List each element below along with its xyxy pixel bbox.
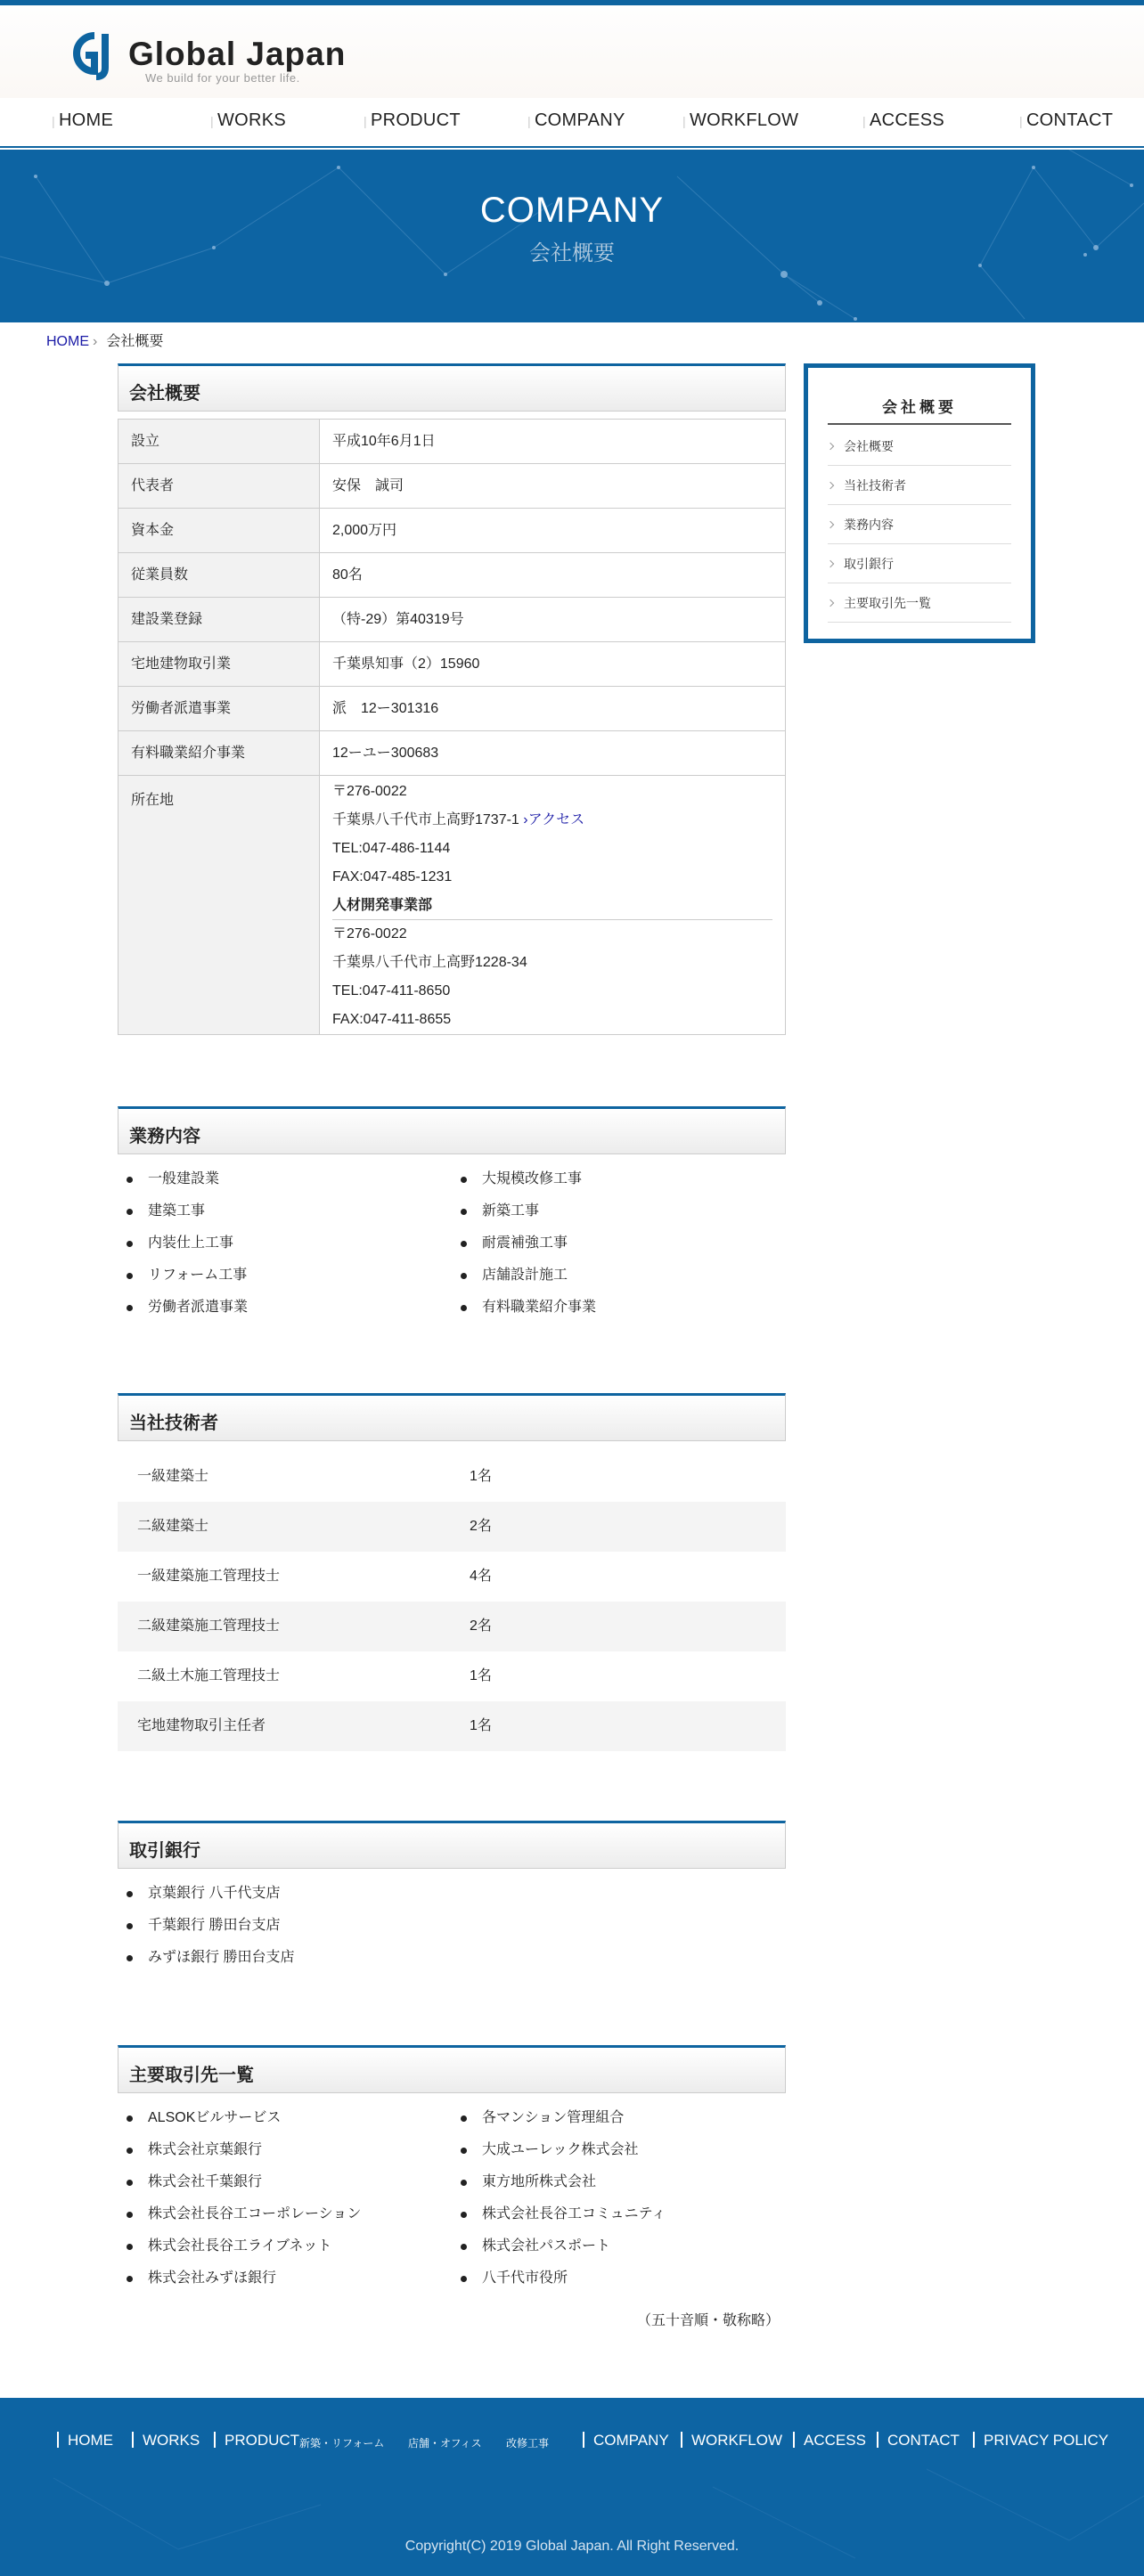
hero-title: COMPANY — [479, 191, 665, 230]
nav-divider-icon: | — [1019, 114, 1023, 128]
table-row: 二級建築士 2名 — [118, 1502, 786, 1552]
nav-workflow[interactable]: | WORKFLOW — [682, 110, 799, 130]
list-item: 一般建設業 — [118, 1163, 219, 1195]
table-row: 二級土木施工管理技士 1名 — [137, 1668, 492, 1683]
table-row: 二級建築施工管理技士 2名 — [118, 1602, 786, 1651]
sidebar-item-engineers[interactable]: 当社技術者 — [828, 466, 1011, 505]
nav-divider-icon: | — [682, 114, 686, 128]
footer-link-company[interactable]: COMPANY — [593, 2432, 669, 2449]
address-cell: 〒276-0022 千葉県八千代市上高野1737-1 ›アクセス TEL:047-486-1144 FAX:047-485-1231 人材開発事業部 〒276-0022 千葉県八千代市上高野1228-34 TEL:047-411-8650 FAX:047-411-8655 — [320, 776, 786, 1035]
nav-access[interactable]: | ACCESS — [862, 110, 944, 130]
footer-link-contact[interactable]: CONTACT — [887, 2432, 960, 2449]
logo-mark-icon[interactable] — [64, 25, 119, 80]
footer-sublink-new-reform[interactable]: 新築・リフォーム — [299, 2437, 385, 2450]
table-row: 従業員数 80名 — [118, 553, 786, 598]
footer-link-access[interactable]: ACCESS — [804, 2432, 866, 2449]
list-item: 有料職業紹介事業 — [452, 1292, 596, 1324]
footer-divider-icon — [57, 2432, 59, 2448]
list-item: 八千代市役所 — [452, 2262, 568, 2295]
clients-note: （五十音順・敬称略） — [636, 2313, 780, 2328]
breadcrumb-separator-icon: › — [93, 334, 98, 349]
copyright: Copyright(C) 2019 Global Japan. All Right Reserved. — [404, 2539, 740, 2554]
list-item: 内装仕上工事 — [118, 1227, 233, 1259]
footer-divider-icon — [583, 2432, 584, 2448]
list-item: リフォーム工事 — [118, 1259, 247, 1292]
footer-link-workflow[interactable]: WORKFLOW — [691, 2432, 782, 2449]
list-item: 東方地所株式会社 — [452, 2166, 596, 2198]
sidebar-item-overview[interactable]: 会社概要 — [828, 427, 1011, 466]
footer-divider-icon — [973, 2432, 975, 2448]
list-item: みずほ銀行 勝田台支店 — [118, 1942, 294, 1974]
site-footer — [0, 2398, 1144, 2576]
nav-product[interactable]: | PRODUCT — [364, 110, 461, 130]
section-heading-clients: 主要取引先一覧 — [118, 2045, 786, 2093]
nav-divider-icon: | — [862, 114, 866, 128]
list-item: 各マンション管理組合 — [452, 2102, 624, 2134]
footer-link-privacy[interactable]: PRIVACY POLICY — [984, 2432, 1109, 2449]
section-heading-banks: 取引銀行 — [118, 1821, 786, 1869]
dept-name: 人材開発事業部 — [332, 892, 772, 920]
breadcrumb-home[interactable]: HOME — [46, 334, 89, 349]
footer-sublink-shop-office[interactable]: 店舗・オフィス — [408, 2437, 482, 2450]
list-item: 大成ユーレック株式会社 — [452, 2134, 639, 2166]
list-item: 新築工事 — [452, 1195, 539, 1227]
section-heading-overview: 会社概要 — [118, 363, 786, 412]
table-row: 有料職業紹介事業 12ーユー300683 — [118, 731, 786, 776]
list-item: 株式会社パスポート — [452, 2230, 610, 2262]
list-item: 千葉銀行 勝田台支店 — [118, 1910, 280, 1942]
breadcrumb — [46, 330, 163, 350]
table-row: 一級建築士 1名 — [137, 1469, 492, 1484]
table-row: 一級建築施工管理技士 4名 — [137, 1569, 492, 1584]
list-item: 耐震補強工事 — [452, 1227, 568, 1259]
nav-home[interactable]: | HOME — [52, 110, 114, 130]
section-heading-business: 業務内容 — [118, 1106, 786, 1154]
main-nav — [0, 98, 1144, 148]
sidebar-item-banks[interactable]: 取引銀行 — [828, 544, 1011, 583]
list-item: 京葉銀行 八千代支店 — [118, 1878, 280, 1910]
site-header — [0, 5, 1144, 98]
table-row-address: 所在地 〒276-0022 千葉県八千代市上高野1737-1 ›アクセス TEL:047-486-1144 FAX:047-485-1231 人材開発事業部 〒276-0022 千葉県八千代市上高野1228-34 TEL:047-411-8650 FAX:047-411-8655 — [118, 776, 786, 1035]
table-row: 設立 平成10年6月1日 — [118, 420, 786, 464]
table-row: 資本金 2,000万円 — [118, 509, 786, 553]
hero-subtitle: 会社概要 — [529, 241, 615, 265]
nav-works[interactable]: | WORKS — [210, 110, 286, 130]
list-item: 建築工事 — [118, 1195, 205, 1227]
list-item: 大規模改修工事 — [452, 1163, 582, 1195]
sidebar-item-business[interactable]: 業務内容 — [828, 505, 1011, 544]
list-item: 株式会社京葉銀行 — [118, 2134, 262, 2166]
footer-link-works[interactable]: WORKS — [143, 2432, 200, 2449]
overview-table — [118, 419, 786, 1035]
nav-divider-icon: | — [527, 114, 531, 128]
footer-divider-icon — [214, 2432, 216, 2448]
brand-tagline: We build for your better life. — [145, 71, 300, 85]
nav-divider-icon: | — [52, 114, 55, 128]
footer-divider-icon — [877, 2432, 878, 2448]
list-item: 株式会社長谷工コミュニティ — [452, 2198, 666, 2230]
footer-divider-icon — [132, 2432, 134, 2448]
table-row: 宅地建物取引主任者 1名 — [118, 1701, 786, 1751]
nav-contact[interactable]: | CONTACT — [1019, 110, 1114, 130]
footer-sublink-renovation[interactable]: 改修工事 — [506, 2437, 550, 2450]
list-item: 株式会社長谷工ライブネット — [118, 2230, 331, 2262]
footer-link-product[interactable]: PRODUCT — [225, 2432, 300, 2449]
page-hero — [0, 150, 1144, 322]
table-row: 宅地建物取引業 千葉県知事（2）15960 — [118, 642, 786, 687]
list-item: ALSOKビルサービス — [118, 2102, 281, 2134]
table-row: 代表者 安保 誠司 — [118, 464, 786, 509]
footer-divider-icon — [793, 2432, 795, 2448]
list-item: 株式会社長谷工コーポレーション — [118, 2198, 361, 2230]
footer-link-home[interactable]: HOME — [68, 2432, 113, 2449]
table-row: 建設業登録 （特-29）第40319号 — [118, 598, 786, 642]
breadcrumb-current: 会社概要 — [106, 334, 164, 349]
nav-company[interactable]: | COMPANY — [527, 110, 625, 130]
sidebar-item-clients[interactable]: 主要取引先一覧 — [828, 583, 1011, 623]
list-item: 株式会社みずほ銀行 — [118, 2262, 276, 2295]
sidebar-divider — [828, 423, 1011, 425]
engineers-table — [118, 1452, 786, 1751]
sidebar-menu — [804, 363, 1035, 643]
access-link[interactable]: ›アクセス — [523, 812, 585, 827]
sidebar-heading: 会社概要 — [882, 399, 957, 416]
section-heading-engineers: 当社技術者 — [118, 1393, 786, 1441]
footer-divider-icon — [681, 2432, 682, 2448]
list-item: 株式会社千葉銀行 — [118, 2166, 262, 2198]
nav-divider-icon: | — [364, 114, 367, 128]
table-row: 労働者派遣事業 派 12ー301316 — [118, 687, 786, 731]
nav-divider-icon: | — [210, 114, 214, 128]
brand-name[interactable]: Global Japan — [128, 36, 347, 72]
arrow-icon: › — [523, 812, 528, 827]
list-item: 店舗設計施工 — [452, 1259, 568, 1292]
list-item: 労働者派遣事業 — [118, 1292, 248, 1324]
